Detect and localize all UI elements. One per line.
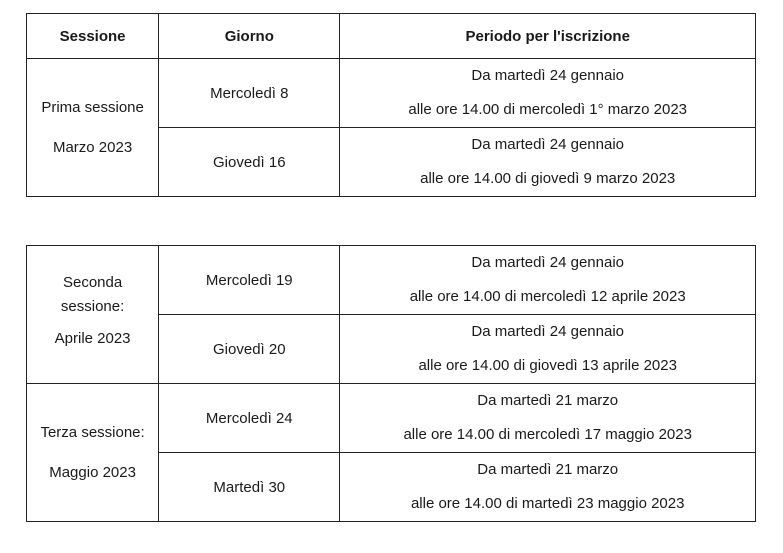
session-month: Aprile 2023 bbox=[54, 329, 131, 347]
table-row bbox=[27, 59, 756, 128]
period-start: Da martedì 24 gennaio bbox=[471, 323, 624, 340]
day-cell: Giovedì 20 bbox=[159, 315, 340, 384]
period-cell bbox=[340, 59, 756, 128]
session-cell bbox=[27, 59, 159, 197]
header-registration-period: Periodo per l'iscrizione bbox=[340, 14, 756, 59]
header-session: Sessione bbox=[27, 14, 159, 59]
period-cell bbox=[340, 453, 756, 522]
header-day: Giorno bbox=[159, 14, 340, 59]
session-name: Terza sessione: bbox=[40, 423, 145, 441]
session-cell bbox=[27, 384, 159, 522]
period-start: Da martedì 24 gennaio bbox=[471, 67, 624, 84]
day-cell: Giovedì 16 bbox=[159, 128, 340, 197]
day-cell: Mercoledì 8 bbox=[159, 59, 340, 128]
period-start: Da martedì 21 marzo bbox=[477, 392, 619, 409]
table-header-row bbox=[27, 14, 756, 59]
session-name: Prima sessione bbox=[41, 98, 144, 116]
period-start: Da martedì 24 gennaio bbox=[471, 254, 624, 271]
period-cell bbox=[340, 384, 756, 453]
session-name-cont: sessione: bbox=[60, 297, 125, 315]
period-start: Da martedì 21 marzo bbox=[477, 461, 619, 478]
table-row bbox=[27, 246, 756, 315]
session-month: Marzo 2023 bbox=[52, 138, 133, 156]
session-cell bbox=[27, 246, 159, 384]
period-end: alle ore 14.00 di mercoledì 17 maggio 2023 bbox=[403, 426, 692, 443]
period-end: alle ore 14.00 di martedì 23 maggio 2023 bbox=[410, 495, 685, 512]
period-cell bbox=[340, 128, 756, 197]
day-cell: Mercoledì 19 bbox=[159, 246, 340, 315]
session-month: Maggio 2023 bbox=[49, 463, 136, 481]
period-end: alle ore 14.00 di giovedì 9 marzo 2023 bbox=[420, 170, 676, 187]
period-end: alle ore 14.00 di mercoledì 12 aprile 2023 bbox=[409, 288, 686, 305]
table-row bbox=[27, 384, 756, 453]
day-cell: Martedì 30 bbox=[159, 453, 340, 522]
period-end: alle ore 14.00 di giovedì 13 aprile 2023 bbox=[418, 357, 677, 374]
period-cell bbox=[340, 246, 756, 315]
session-name: Seconda bbox=[62, 273, 123, 291]
period-cell bbox=[340, 315, 756, 384]
period-end: alle ore 14.00 di mercoledì 1° marzo 2023 bbox=[408, 101, 688, 118]
day-cell: Mercoledì 24 bbox=[159, 384, 340, 453]
period-start: Da martedì 24 gennaio bbox=[471, 136, 624, 153]
april-may-sessions-table bbox=[26, 245, 756, 522]
march-session-table bbox=[26, 13, 756, 197]
